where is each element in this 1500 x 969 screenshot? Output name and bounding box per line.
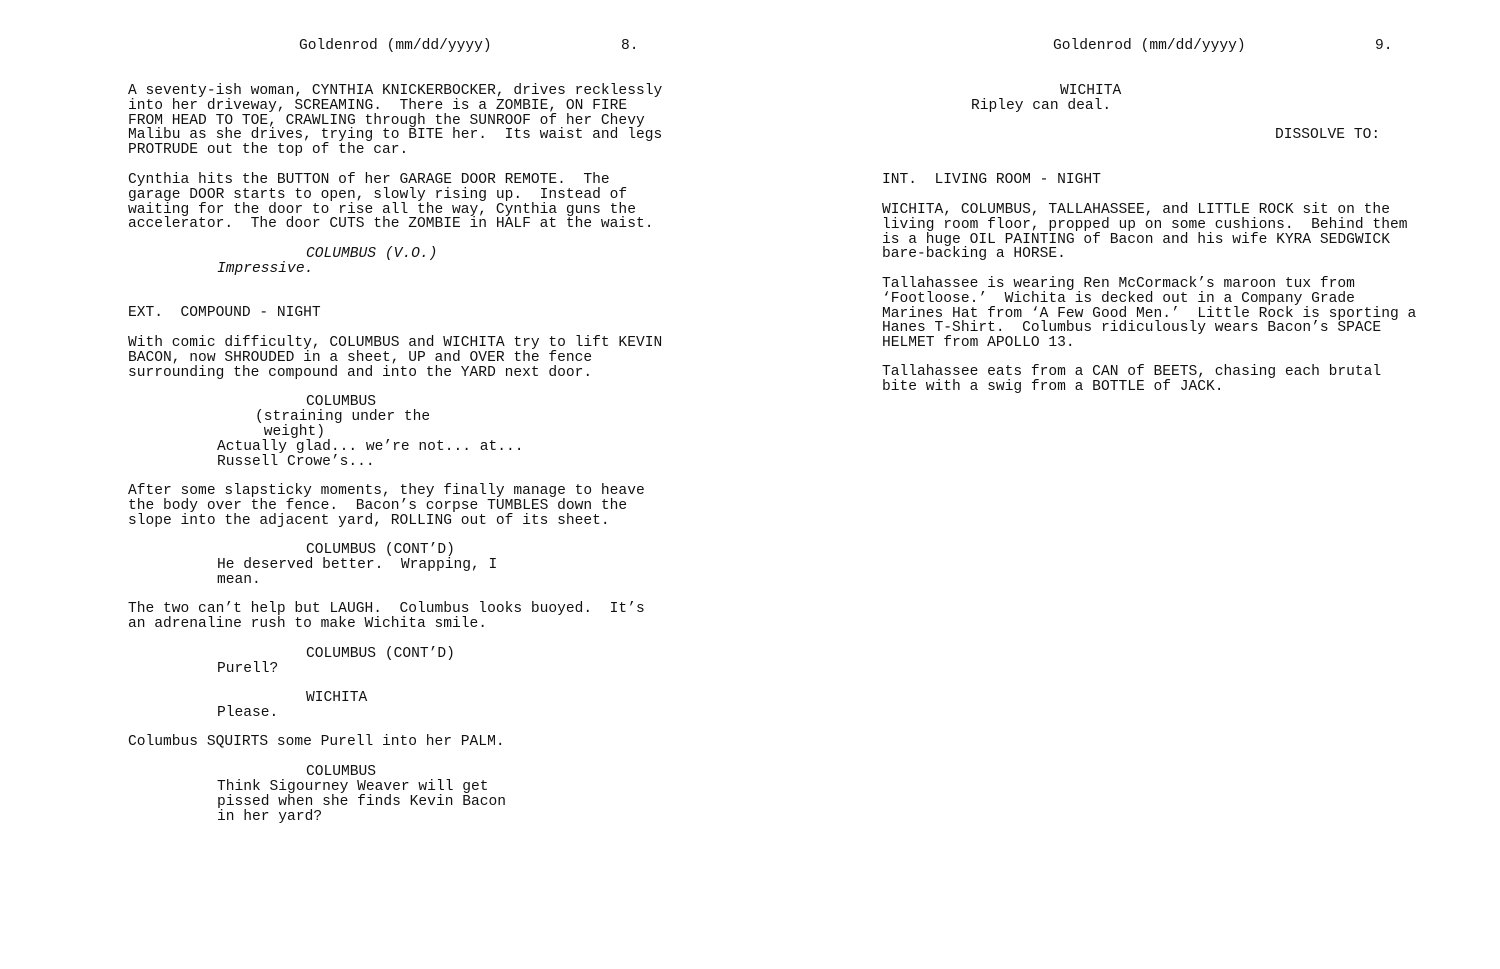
revision-label: Goldenrod (mm/dd/yyyy) bbox=[1053, 38, 1246, 54]
action-block: Cynthia hits the BUTTON of her GARAGE DOOR REMOTE. The garage DOOR starts to open, slowly rising up. Instead of waiting for the door to rise all the way, Cynthia guns the accelerator. The door CUTS the ZOMBIE in HALF at the waist. bbox=[128, 172, 654, 233]
character-cue: WICHITA bbox=[306, 690, 368, 706]
revision-label: Goldenrod (mm/dd/yyyy) bbox=[299, 38, 492, 54]
dialogue: Impressive. bbox=[217, 261, 314, 277]
character-cue: WICHITA bbox=[1060, 83, 1122, 99]
action-block: The two can’t help but LAUGH. Columbus looks buoyed. It’s an adrenaline rush to make Wichita smile. bbox=[128, 601, 645, 632]
action-block: A seventy-ish woman, CYNTHIA KNICKERBOCKER, drives recklessly into her driveway, SCREAMING. There is a ZOMBIE, ON FIRE FROM HEAD TO TOE, CRAWLING through the SUNROOF of her Chevy Malibu as she drives, trying to BITE her. Its waist and legs PROTRUDE out the top of the car. bbox=[128, 83, 663, 159]
character-cue: COLUMBUS bbox=[306, 764, 377, 780]
action-block: Tallahassee is wearing Ren McCormack’s maroon tux from ‘Footloose.’ Wichita is decked out in a Company Grade Marines Hat from ‘A Few Good Men.’ Little Rock is sporting a Hanes T-Shirt. Columbus ridiculously wears Bacon’s SPACE HELMET from APOLLO 13. bbox=[882, 276, 1417, 352]
character-cue: COLUMBUS (CONT’D) bbox=[306, 542, 455, 558]
action-block: After some slapsticky moments, they finally manage to heave the body over the fence. Bacon’s corpse TUMBLES down the slope into the adjacent yard, ROLLING out of its sheet. bbox=[128, 483, 645, 529]
dialogue: He deserved better. Wrapping, I mean. bbox=[217, 557, 498, 588]
dialogue: Please. bbox=[217, 705, 279, 721]
script-page-9 bbox=[754, 0, 1500, 969]
character-cue: COLUMBUS bbox=[306, 394, 377, 410]
action-block: With comic difficulty, COLUMBUS and WICHITA try to lift KEVIN BACON, now SHROUDED in a sheet, UP and OVER the fence surrounding the compound and into the YARD next door. bbox=[128, 335, 663, 381]
dialogue: Actually glad... we’re not... at... Russell Crowe’s... bbox=[217, 439, 524, 470]
character-cue: COLUMBUS (V.O.) bbox=[306, 246, 438, 262]
action-block: Columbus SQUIRTS some Purell into her PALM. bbox=[128, 734, 505, 750]
transition: DISSOLVE TO: bbox=[1275, 127, 1381, 143]
dialogue: Think Sigourney Weaver will get pissed when she finds Kevin Bacon in her yard? bbox=[217, 779, 507, 825]
page-number: 8. bbox=[621, 38, 639, 54]
page-number: 9. bbox=[1375, 38, 1393, 54]
parenthetical: (straining under the weight) bbox=[255, 409, 431, 440]
dialogue: Ripley can deal. bbox=[971, 98, 1112, 114]
character-cue: COLUMBUS (CONT’D) bbox=[306, 646, 455, 662]
action-block: Tallahassee eats from a CAN of BEETS, chasing each brutal bite with a swig from a BOTTLE of JACK. bbox=[882, 364, 1382, 395]
action-block: WICHITA, COLUMBUS, TALLAHASSEE, and LITTLE ROCK sit on the living room floor, propped up on some cushions. Behind them is a huge OIL PAINTING of Bacon and his wife KYRA SEDGWICK bare-backing a HORSE. bbox=[882, 202, 1408, 263]
dialogue: Purell? bbox=[217, 661, 279, 677]
scene-heading: EXT. COMPOUND - NIGHT bbox=[128, 305, 321, 321]
scene-heading: INT. LIVING ROOM - NIGHT bbox=[882, 172, 1101, 188]
